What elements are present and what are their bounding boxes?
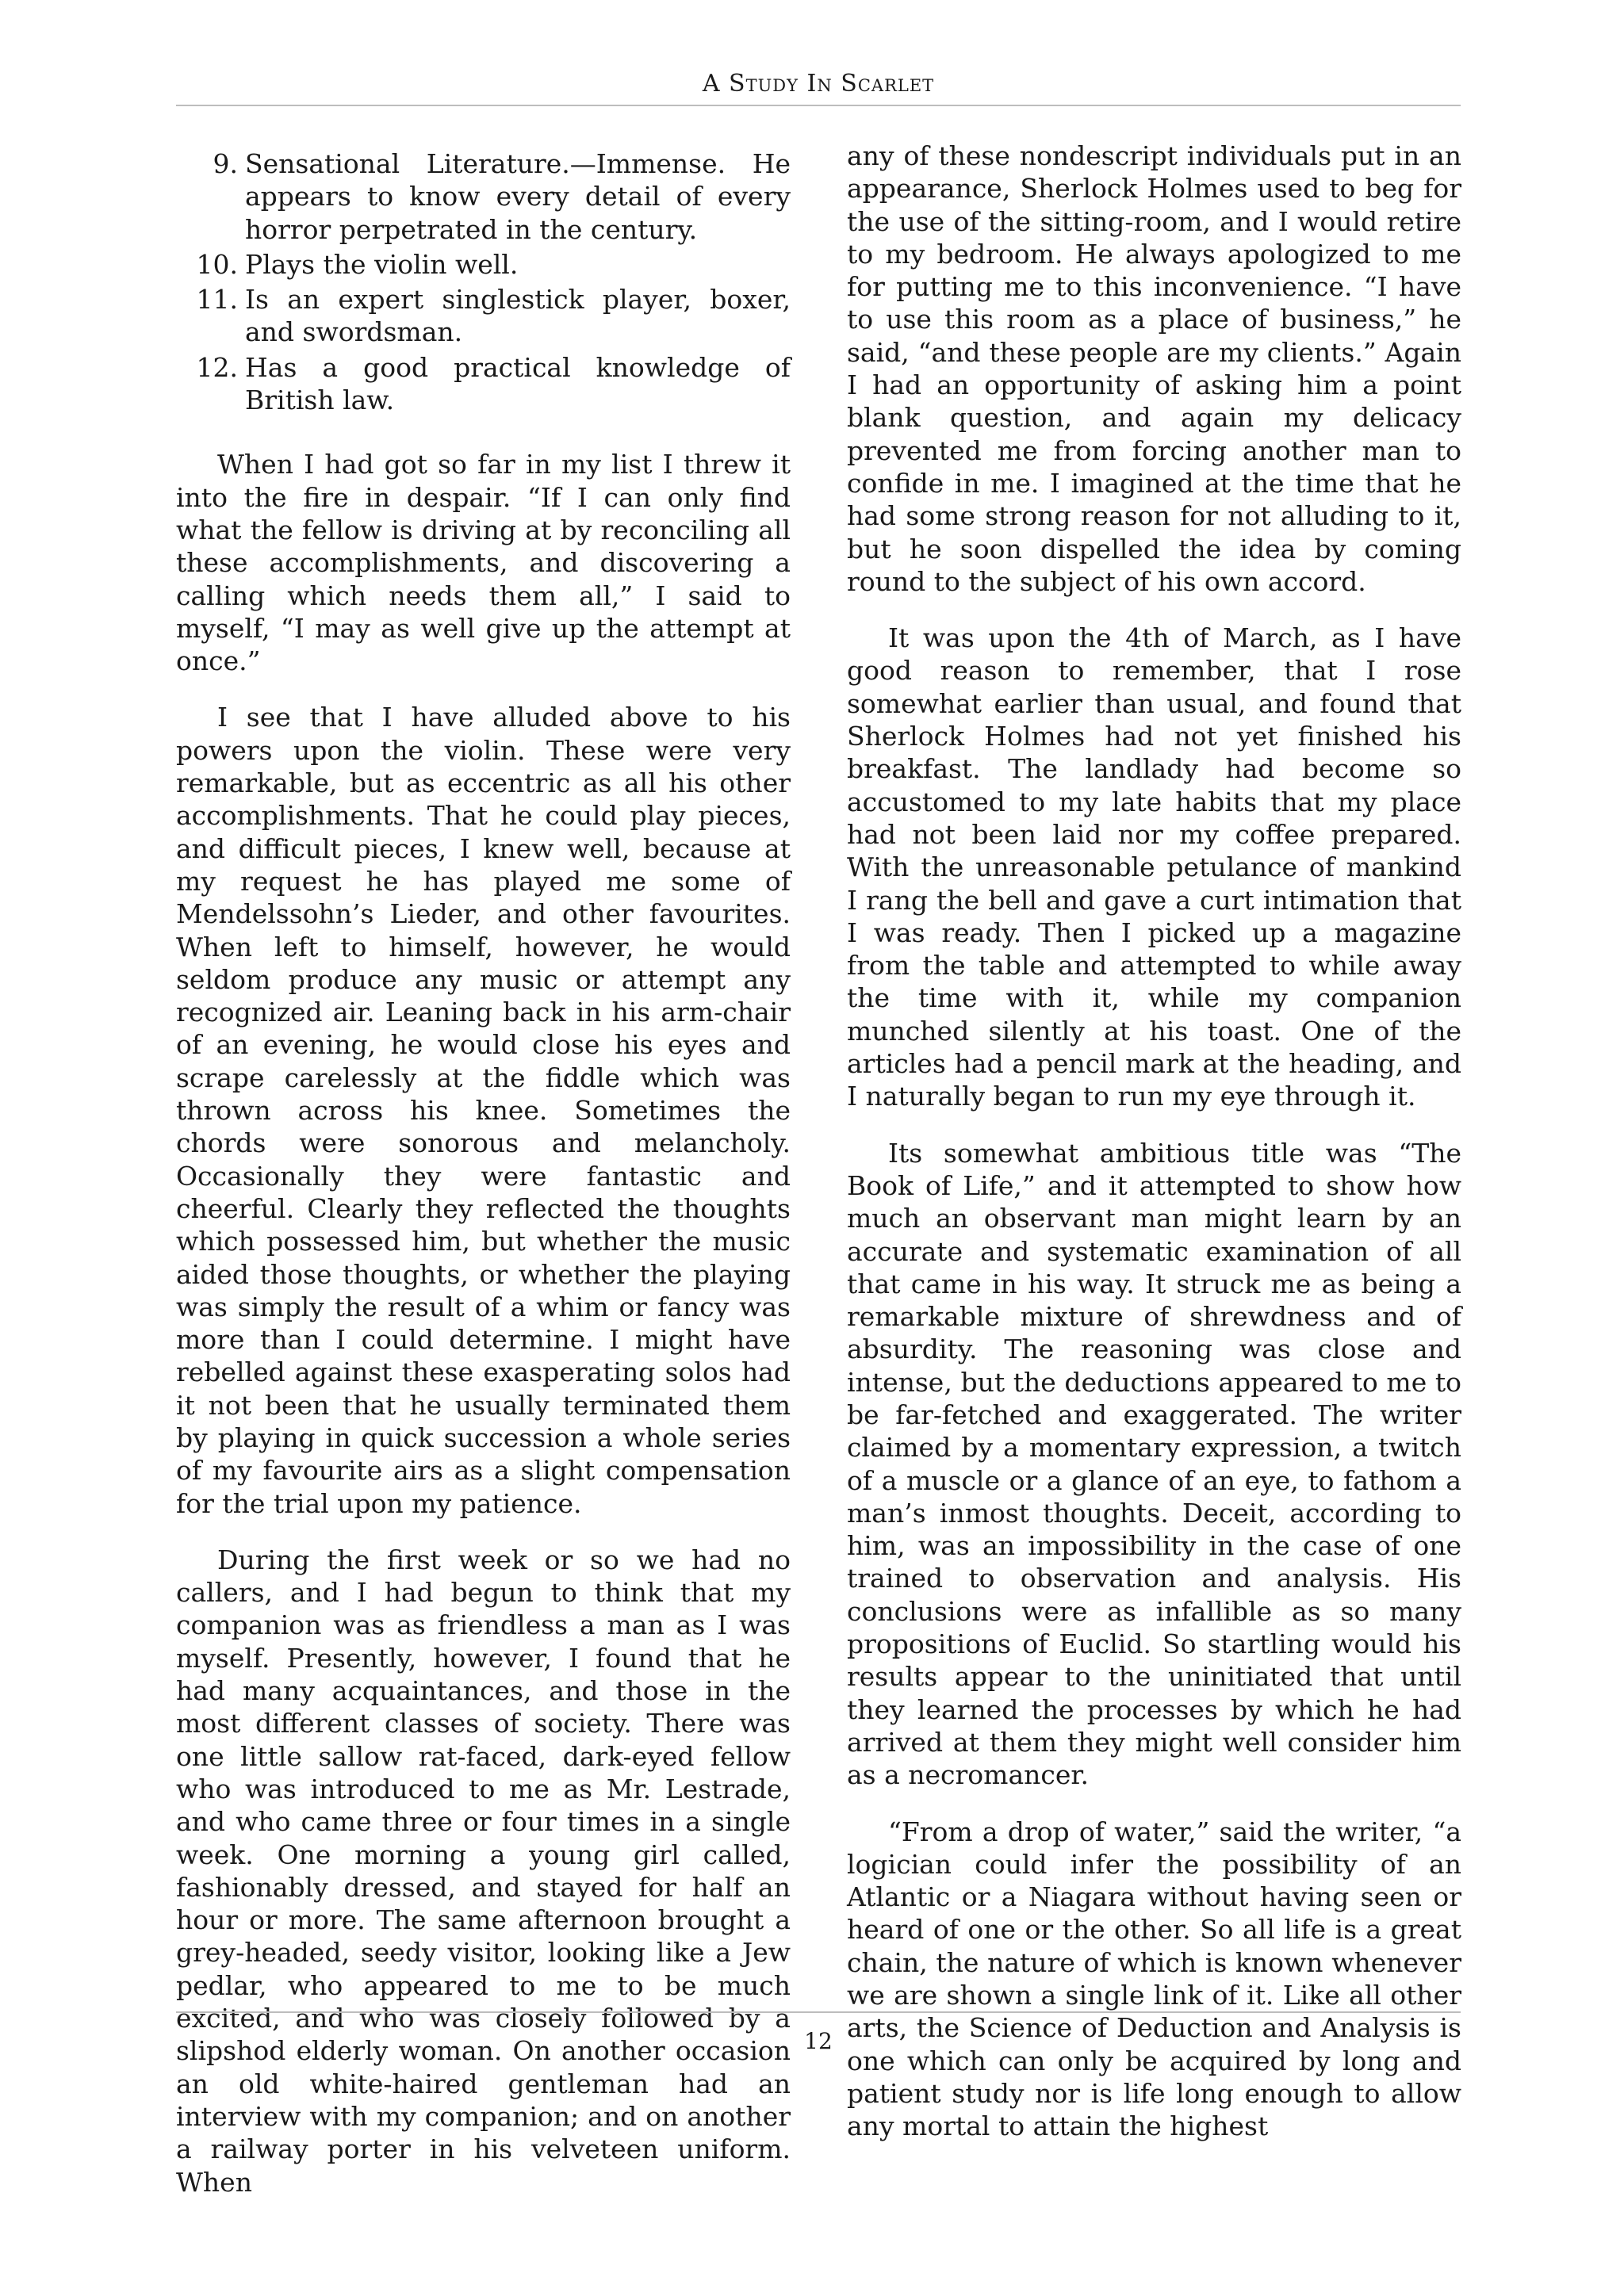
list-item (176, 283, 791, 349)
page-number: 12 (804, 2028, 833, 2054)
footer-rule (176, 2011, 1461, 2013)
paragraph-continuation: any of these nondescript individuals put in an appearance, Sherlock Holmes used to beg for the use of the sitting-room, and I would retire to my bedroom. He always apologized to me for putting me to this inconvenience. “I have to use this room as a place of business,” he said, “and these people are my clients.” Again I had an opportunity of asking him a point blank question, and again my delicacy prevented me from forcing another man to confide in me. I imagined at the time that he had some strong reason for not alluding to it, but he soon dispelled the idea by coming round to the subject of his own accord. (847, 140, 1461, 597)
list-item-text: Sensational Literature.—Immense. He appears to know every detail of every horror perpetrated in the century. (245, 148, 791, 245)
paragraph: During the first week or so we had no callers, and I had begun to think that my companion was as friendless a man as I was myself. Presently, however, I found that he had many acquaintances, and those in the most different classes of society. There was one little sallow rat-faced, dark-eyed fellow who was introduced to me as Mr. Lestrade, and who came three or four times in a single week. One morning a young girl called, fashionably dressed, and stayed for half an hour or more. The same afternoon brought a grey-headed, seedy visitor, looking like a Jew pedlar, who appeared to me to be much excited, and who was closely followed by a slipshod elderly woman. On another occasion an old white-haired gentleman had an interview with my companion; and on another a railway porter in his velveteen uniform. When (176, 1544, 791, 2198)
paragraph: “From a drop of water,” said the writer, “a logician could infer the possibility of an Atlantic or a Niagara without having seen or heard of one or the other. So all life is a great chain, the nature of which is known whenever we are shown a single link of it. Like all other arts, the Science of Deduction and Analysis is one which can only be acquired by long and patient study nor is life long enough to allow any mortal to attain the highest (847, 1816, 1461, 2142)
paragraph: Its somewhat ambitious title was “The Book of Life,” and it attempted to show how much an observant man might learn by an accurate and systematic examination of all that came in his way. It struck me as being a remarkable mixture of shrewdness and of absurdity. The reasoning was close and intense, but the deductions appeared to me to be far-fetched and exaggerated. The writer claimed by a momentary expression, a twitch of a muscle or a glance of an eye, to fathom a man’s inmost thoughts. Deceit, according to him, was an impossibility in the case of one trained to observation and analysis. His conclusions were as infallible as so many propositions of Euclid. So startling would his results appear to the uninitiated that until they learned the processes by which he had arrived at them they might well consider him as a necromancer. (847, 1137, 1461, 1791)
list-item-text: Has a good practical knowledge of British law. (245, 351, 791, 416)
paragraph: When I had got so far in my list I threw it into the fire in despair. “If I can only find what the fellow is driving at by reconciling all these accomplishments, and discovering a calling which needs them all,” I said to myself, “I may as well give up the attempt at once.” (176, 449, 791, 677)
right-column (847, 140, 1461, 2167)
list-item-number: 11. (196, 284, 238, 316)
numbered-list (176, 147, 791, 416)
list-item (176, 351, 791, 417)
list-item (176, 248, 791, 281)
header-rule (176, 105, 1461, 106)
list-item-number: 9. (213, 148, 238, 179)
list-item-number: 10. (196, 248, 238, 280)
paragraph: It was upon the 4th of March, as I have good reason to remember, that I rose somewhat earlier than usual, and found that Sherlock Holmes had not yet finished his breakfast. The landlady had become so accustomed to my late habits that my place had not been laid nor my coffee prepared. With the unreasonable petulance of mankind I rang the bell and gave a curt intimation that I was ready. Then I picked up a magazine from the table and attempted to while away the time with it, while my companion munched silently at his toast. One of the articles had a pencil mark at the heading, and I naturally began to run my eye through it. (847, 622, 1461, 1112)
list-item-text: Is an expert singlestick player, boxer, and swordsman. (245, 284, 791, 348)
list-item-text: Plays the violin well. (245, 248, 519, 280)
running-header: A Study In Scarlet (702, 70, 935, 98)
list-item-number: 12. (196, 351, 238, 383)
list-item (176, 147, 791, 246)
left-column (176, 140, 791, 2222)
paragraph: I see that I have alluded above to his powers upon the violin. These were very remarkable, but as eccentric as all his other accomplishments. That he could play pieces, and difficult pieces, I knew well, because at my request he has played me some of Mendelssohn’s Lieder, and other favourites. When left to himself, however, he would seldom produce any music or attempt any recognized air. Leaning back in his arm-chair of an evening, he would close his eyes and scrape carelessly at the fiddle which was thrown across his knee. Sometimes the chords were sonorous and melancholy. Occasionally they were fantastic and cheerful. Clearly they reflected the thoughts which possessed him, but whether the music aided those thoughts, or whether the playing was simply the result of a whim or fancy was more than I could determine. I might have rebelled against these exasperating solos had it not been that he usually terminated them by playing in quick succession a whole series of my favourite airs as a slight compensation for the trial upon my patience. (176, 702, 791, 1519)
